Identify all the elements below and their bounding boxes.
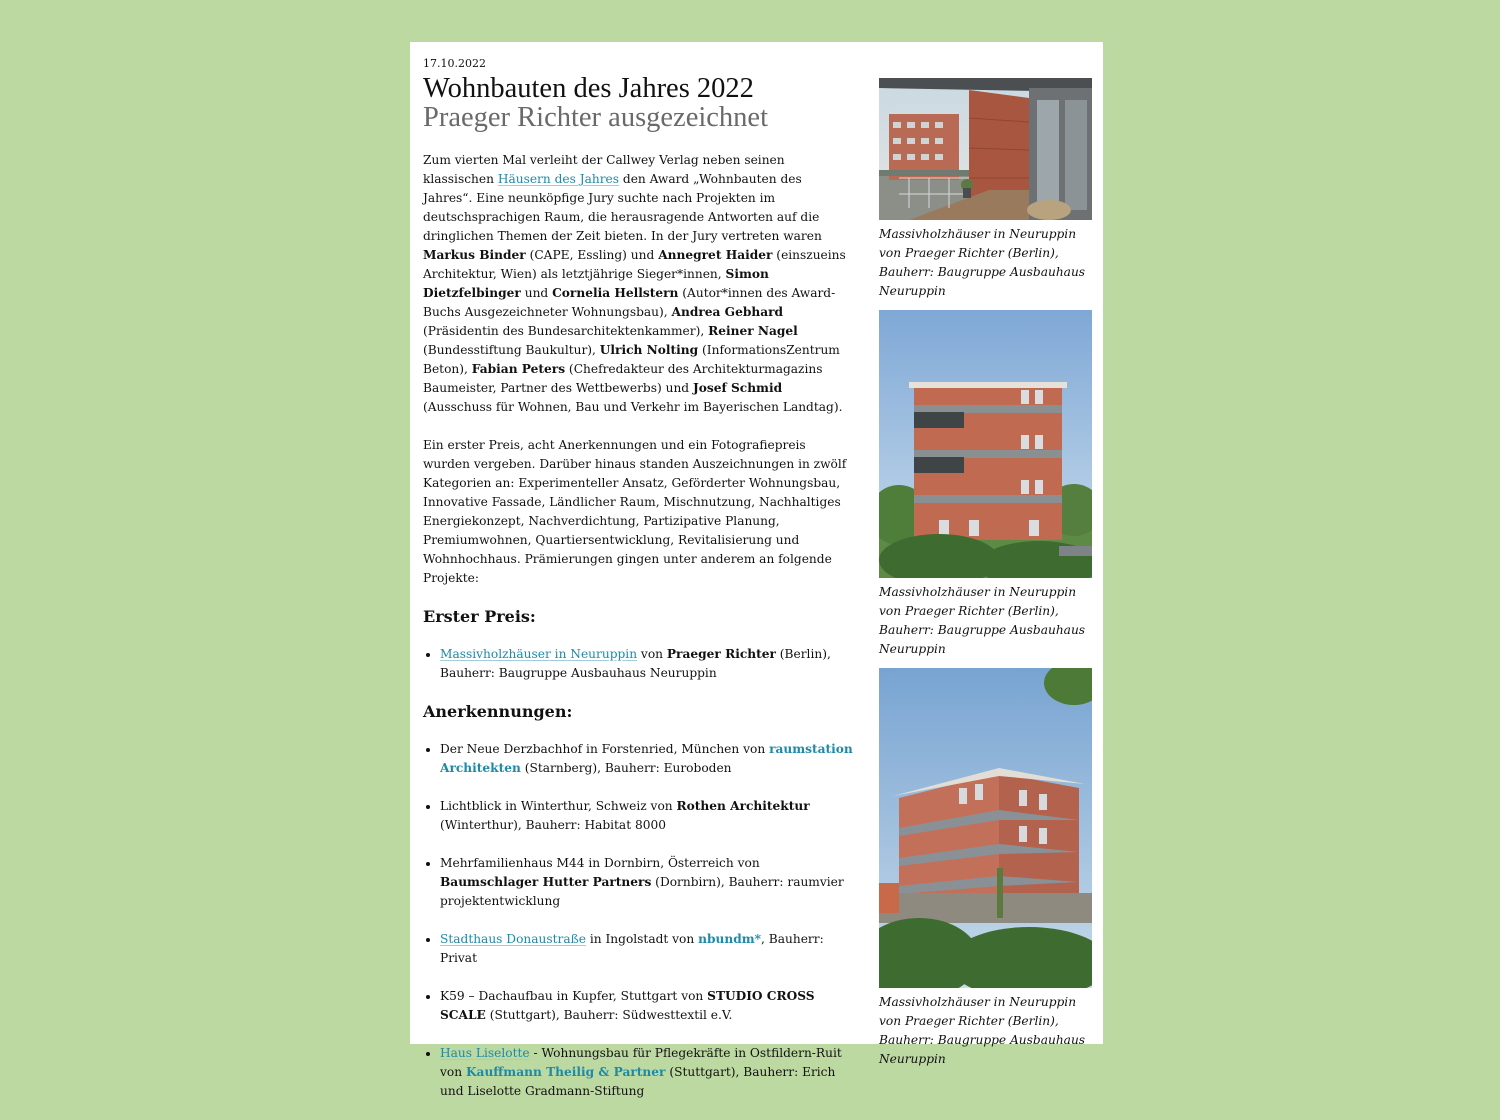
list-item: • Der Neue Derzbachhof in Forstenried, München von raumstation Architekten (Starnberg), Bauherr: Euroboden: [440, 740, 853, 778]
list-item: • Lichtblick in Winterthur, Schweiz von Rothen Architektur (Winterthur), Bauherr: Habitat 8000: [440, 797, 853, 835]
list-item: • Stadthaus Donaustraße in Ingolstadt von nbundm*, Bauherr: Privat: [440, 930, 853, 968]
jury-name: Simon Dietzfelbinger: [423, 267, 769, 300]
list-item: • K59 – Dachaufbau in Kupfer, Stuttgart von STUDIO CROSS SCALE (Stuttgart), Bauherr: Südwesttextil e.V.: [440, 987, 853, 1025]
link-nbundm[interactable]: nbundm*: [698, 932, 762, 946]
jury-name: Fabian Peters: [471, 362, 566, 376]
figure: [879, 668, 1092, 1069]
article-date: 17.10.2022: [423, 57, 486, 70]
image-caption: Massivholzhäuser in Neuruppin von Praeger Richter (Berlin), Bauherr: Baugruppe Ausbauhaus Neuruppin: [879, 227, 1086, 298]
jury-name: Annegret Haider: [658, 248, 773, 262]
jury-name: Josef Schmid: [692, 381, 783, 395]
recognitions-list: [423, 740, 853, 1101]
first-prize-heading: Erster Preis:: [423, 607, 536, 626]
intro-paragraph: Zum vierten Mal verleiht der Callwey Verlag neben seinen klassischen Häusern des Jahres den Award „Wohnbauten des Jahres“. Eine neunköpfige Jury suchte nach Projekten im deutschsprachigen Raum, die herausragende Antworten auf die dringlichen Themen der Zeit bieten. In der Jury vertreten waren Markus Binder (CAPE, Essling) und Annegret Haider (einszueins Architektur, Wien) als letztjährige Sieger*innen, Simon Dietzfelbinger und Cornelia Hellstern (Autor*innen des Award-Buchs Ausgezeichneter Wohnungsbau), Andrea Gebhard (Präsidentin des Bundesarchitektenkammer), Reiner Nagel (Bundesstiftung Baukultur), Ulrich Nolting (InformationsZentrum Beton), Fabian Peters (Chefredakteur des Architekturmagazins Baumeister, Partner des Wettbewerbs) und Josef Schmid (Ausschuss für Wohnen, Bau und Verkehr im Bayerischen Landtag).: [423, 153, 846, 414]
jury-name: Cornelia Hellstern: [552, 286, 679, 300]
image-caption: Massivholzhäuser in Neuruppin von Praeger Richter (Berlin), Bauherr: Baugruppe Ausbauhaus Neuruppin: [879, 585, 1086, 656]
link-raumstation-architekten[interactable]: raumstation Architekten: [440, 742, 853, 775]
article-subtitle: Praeger Richter ausgezeichnet: [423, 102, 768, 133]
figure: [879, 310, 1092, 659]
architect-name: STUDIO CROSS SCALE: [440, 989, 815, 1022]
facade-perspective-photo[interactable]: [879, 668, 1092, 988]
figure: [879, 78, 1092, 301]
jury-name: Markus Binder: [423, 248, 526, 262]
link-massivholzhaeuser[interactable]: Massivholzhäuser in Neuruppin: [440, 647, 638, 661]
architect-name: Praeger Richter: [666, 647, 776, 661]
jury-name: Reiner Nagel: [708, 324, 798, 338]
first-prize-list: [423, 645, 853, 683]
image-sidebar: [879, 78, 1092, 1069]
link-haus-liselotte[interactable]: Haus Liselotte: [440, 1046, 530, 1060]
architect-name: Rothen Architektur: [676, 799, 810, 813]
balcony-photo[interactable]: [879, 78, 1092, 220]
article-body: [423, 57, 853, 1120]
recognitions-heading: Anerkennungen:: [423, 702, 573, 721]
list-item: • Mehrfamilienhaus M44 in Dornbirn, Österreich von Baumschlager Hutter Partners (Dornbirn), Bauherr: raumvier projektentwicklung: [440, 854, 853, 911]
jury-name: Ulrich Nolting: [599, 343, 699, 357]
facade-photo[interactable]: [879, 310, 1092, 578]
article-card: [410, 42, 1103, 1098]
image-caption: Massivholzhäuser in Neuruppin von Praeger Richter (Berlin), Bauherr: Baugruppe Ausbauhaus Neuruppin: [879, 995, 1086, 1066]
awards-paragraph: Ein erster Preis, acht Anerkennungen und ein Fotografiepreis wurden vergeben. Darüber hinaus standen Auszeichnungen in zwölf Kategorien an: Experimenteller Ansatz, Geförderter Wohnungsbau, Innovative Fassade, Ländlicher Raum, Mischnutzung, Nachhaltiges Energiekonzept, Nachverdichtung, Partizipative Planung, Premiumwohnen, Quartiersentwicklung, Revitalisierung und Wohnhochhaus. Prämierungen gingen unter anderem an folgende Projekte:: [423, 438, 847, 585]
architect-name: Baumschlager Hutter Partners: [440, 875, 652, 889]
article-title: Wohnbauten des Jahres 2022: [423, 73, 754, 104]
link-haeuser-des-jahres[interactable]: Häusern des Jahres: [497, 172, 620, 186]
link-stadthaus-donaustrasse[interactable]: Stadthaus Donaustraße: [440, 932, 586, 946]
jury-name: Andrea Gebhard: [671, 305, 784, 319]
link-kauffmann-theilig-partner[interactable]: Kauffmann Theilig & Partner: [465, 1065, 666, 1079]
list-item: • Haus Liselotte - Wohnungsbau für Pflegekräfte in Ostfildern-Ruit von Kauffmann Theilig & Partner (Stuttgart), Bauherr: Erich und Liselotte Gradmann-Stiftung: [440, 1044, 853, 1101]
list-item: • Massivholzhäuser in Neuruppin von Praeger Richter (Berlin), Bauherr: Baugruppe Ausbauhaus Neuruppin: [440, 645, 853, 683]
